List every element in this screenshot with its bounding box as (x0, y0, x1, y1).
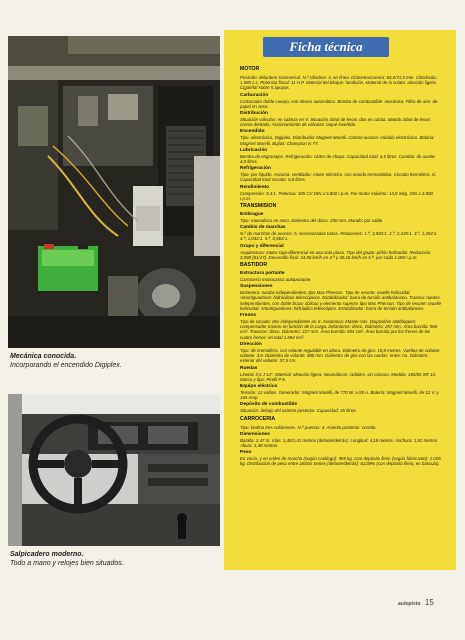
spec-item (240, 75, 442, 91)
dashboard-photo (8, 394, 220, 546)
spec-item-text: Bomba de engranajes. Refrigeración: cárter de chapa. Capacidad total: 4,5 litros. Cambio: de aceite: 4,0 litros. (240, 153, 436, 165)
spec-item-text: Tipo: de cremallera, con volante regulable en altura. Diámetro de giro: 10,8 metros. Vueltas de volante: volante: 3,9. Diámetro de volante: 380 mm. Diámetro de giro con las ruedas: entre: no. Diámetro exterior del volante: 37,5 cm. (240, 347, 441, 364)
spec-item (240, 402, 442, 413)
engine-bay-photo (8, 36, 220, 348)
spec-item-title: Dimensiones (240, 431, 270, 437)
spec-item-text: Batalla: 2,47 m. Vías: 1,40/1,41 metros (delante/detrás). Longitud: 4,18 metros. Anchura: 1,62 metros. Altura: 1,38 metros. (240, 437, 439, 448)
spec-item-title: Distribución (240, 111, 268, 117)
spec-item (240, 129, 442, 145)
spec-item-title: Lubricación (240, 147, 268, 153)
spec-item-title: Dirección (240, 341, 262, 347)
spec-item-text: Delantera: ruedas independientes, tipo Mac Pherson. Tipo de resorte: muelle helicoidal. Amortiguadores: hidráulicos telescópicos. Estabilizador: barra de torsión antibalanceo. Trasera: ruedas independientes, con doble brazo oblicuo y elemento superior tipo Mac Pherson. Tipo de resorte: muelle helicoidal. Amortiguadores: hidráulico telescópico. Estabilizador: barra de torsión antibalanceo. (240, 290, 442, 311)
spec-item-text: Tipo: monodisco en seco. Diámetro del disco: 200 mm. Mando: por cable. (240, 218, 384, 224)
spec-item-text: Tensión: 12 voltios. Generador: Magneti Marelli, de 770 W. a 55 A. Batería: Magneti Marelli, de 12 V. y 165 Amp. (240, 389, 439, 401)
spec-item-text: En vacío, y en orden de marcha (según catálogo): 985 kg. Con depósito lleno (según fabricante): 1.005 kg. Distribución de peso entre ambos trenes (delante/detrás): 61/39% (con depósito lleno, en báscula). (240, 456, 441, 467)
spec-item-title: Embrague (240, 212, 264, 218)
spec-item (240, 225, 442, 241)
spec-sheet-header (263, 37, 389, 57)
spec-item-text: Tipo: electrónico, Digiplex. Distribuidor Magneti Marelli. Control avance: módulo electrónico. Bobina: Magneti Marelli. Bujías: Champion N 7Y. (240, 135, 435, 146)
spec-item-title: Cambio de marchas (240, 225, 286, 231)
spec-item (240, 366, 442, 382)
spec-item-title: Carburación (240, 92, 269, 98)
spec-item (240, 93, 442, 109)
page-footer (398, 598, 434, 607)
spec-item-title: Encendido (240, 129, 265, 135)
spec-section-title: MOTOR (240, 66, 260, 72)
spec-item (240, 111, 442, 127)
spec-item-title: Refrigeración (240, 166, 271, 172)
spec-item-title: Estructura portante (240, 271, 285, 277)
spec-item (240, 432, 442, 448)
spec-item-text: Arquitectura: motor-caja-diferencial en una sola pieza. Tipo del grupo: piñón helicoidal. Reducción: 3,588 (61/17). Desarrollo final: 34,96 km/h en 4.ª y 30,18 km/h en 5.ª, por cada 1.000 r.p.m. (240, 249, 432, 260)
spec-item (240, 450, 442, 466)
spec-item-text: Tipo: berlina tres volúmenes. N.º puertas: 4. Asiento posterior: corrido. (240, 424, 377, 430)
spec-section-title: BASTIDOR (240, 262, 268, 269)
spec-item (240, 166, 442, 182)
dash-caption-title: Salpicadero moderno. (10, 551, 84, 558)
spec-item-text: Llantas 5,5 J 14". Material: aleación ligera. Neumáticos: radiales, sin cámara. Medida: 165/65 SR 14. Marca y tipo: Pirelli P 6. (240, 371, 437, 382)
spec-item (240, 185, 442, 201)
spec-item (240, 212, 442, 223)
spec-item-title: Frenos (240, 313, 256, 319)
spec-sheet-title: Ficha técnica (289, 39, 363, 54)
spec-item-title: Suspensiones (240, 284, 273, 290)
spec-item (240, 148, 442, 164)
spec-item (240, 313, 442, 340)
spec-item-title: Equipo eléctrico (240, 383, 278, 389)
spec-item (240, 244, 442, 260)
spec-item (240, 384, 442, 400)
spec-item (240, 425, 442, 430)
engine-caption-title: Mecánica conocida. (10, 353, 77, 360)
spec-item-text: Carrocería monocasco autoportante. (240, 277, 312, 283)
dashboard-photo-caption (10, 550, 220, 568)
spec-item-title: Ruedas (240, 365, 258, 371)
spec-item-text: Carburador doble cuerpo, con ahorro automático. Bomba de combustible: mecánica. Filtro de aire: de papel en seco. (240, 98, 438, 109)
spec-item-text: N.º de marchas de avance: 5, sincronizadas todas. Relaciones: 1.ª, 3,583:1. 2.ª, 2,235:1. 3.ª, 1,454:1. 4.ª, 1,042:1. 5.ª, 0,863:1. (240, 231, 438, 242)
spec-item (240, 271, 442, 282)
spec-item-title: Grupo y diferencial (240, 243, 284, 249)
spec-item-text: Situación: debajo del asiento posterior. Capacidad: 45 litros. (240, 408, 357, 414)
publication-name: autopista (398, 601, 421, 607)
spec-item-title: Depósito de combustible (240, 402, 298, 408)
spec-item-text: Tipo de circuito: dos independientes en X. Asistencia: Master-Vac. Dispositivo antibloqueo: compensador trasero en función de la carga. Delanteros: disco. Diámetro: 257 mm. Área barrida: 960 cm². Traseros: disco. Diámetro: 227 mm. Área barrida: 654 cm². Área barrida por los frenos de los cuatro frenos: en total 1.694 cm². (240, 319, 438, 340)
engine-caption-text: Incorporando el encendido Digiplex. (10, 362, 122, 369)
spec-item-title: Peso (240, 450, 252, 456)
spec-item-text: Posición: delantero transversal. N.º cilindros: 4, en línea. Diámetro/carrera: 84,0/71,5 mm. Cilindrada: 1.585 c.c. Potencia fiscal: 11 H.P. Material del bloque: fundición. Material de la culata: aleación ligera. Cigüeñal sobre 5 apoyos. (240, 75, 437, 91)
spec-item-text: Compresión: 9,3:1. Potencia: 105 CV DIN a 5.800 r.p.m. Par motor máximo: 13,8 mkg. DIN a 3.800 r.p.m. (240, 190, 433, 201)
spec-item-title: Rendimiento (240, 184, 270, 190)
spec-sheet-body (240, 64, 442, 562)
spec-item (240, 284, 442, 311)
dash-caption-text: Todo a mano y relojes bien situados. (10, 560, 124, 567)
spec-item (240, 342, 442, 364)
spec-section-title: TRANSMISION (240, 203, 277, 210)
engine-photo-caption (10, 352, 220, 370)
spec-item-text: Situación válvulas: en cabeza en V. Situación árbol de levas: dos en culata. Mando árbol de levas: correa dentada. Accionamiento de válvulas: taqué invertido. (240, 117, 432, 128)
page-number: 15 (424, 598, 434, 607)
spec-section-title: CARROCERIA (240, 415, 276, 422)
spec-item-text: Tipo: por líquido. Acciona: ventilador: motor eléctrico, con mando termostático. Circuito hermético: sí. Capacidad total circuito: 6,8 litros. (240, 172, 437, 183)
